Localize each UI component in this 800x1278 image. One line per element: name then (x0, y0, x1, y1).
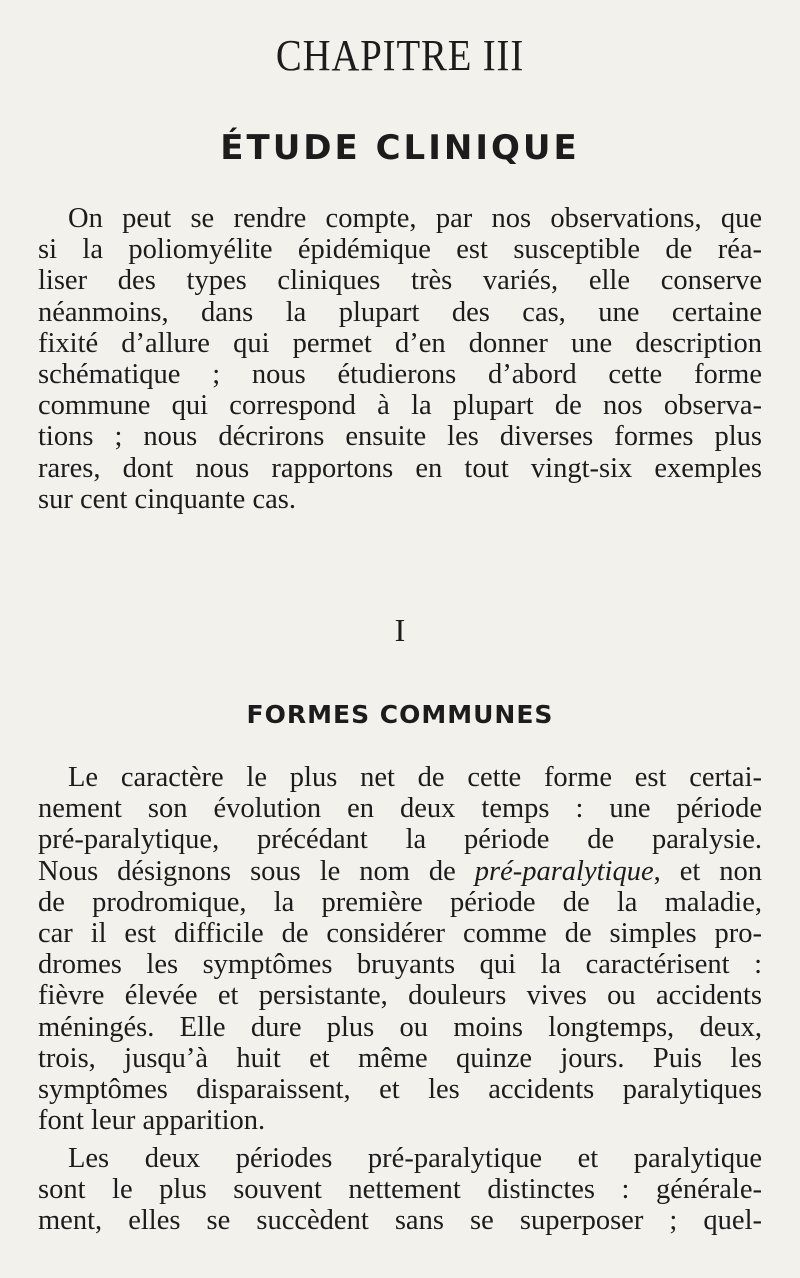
text-line: nement son évolution en deux temps : une période (38, 793, 762, 825)
italic-term: pré-paralytique (474, 855, 654, 887)
text-line: méningés. Elle dure plus ou moins longtemps, deux, (38, 1011, 762, 1043)
text-line (38, 856, 762, 887)
text-line: ment, elles se succèdent sans se superposer ; quel- (38, 1205, 762, 1237)
body-paragraph (38, 762, 762, 1136)
text-line: Les deux périodes pré-paralytique et paralytique (68, 1143, 762, 1174)
text-line: si la poliomyélite épidémique est susceptible de réa- (38, 234, 762, 266)
text-line: sont le plus souvent nettement distinctes : générale- (38, 1174, 762, 1206)
text-line: tions ; nous décrirons ensuite les diverses formes plus (38, 421, 762, 453)
section-title: FORMES COMMUNES (246, 700, 554, 729)
body-paragraph-2 (38, 1143, 762, 1237)
chapter-title: ÉTUDE CLINIQUE (220, 128, 580, 168)
section-number: I (394, 612, 406, 648)
text-line: Le caractère le plus net de cette forme est certai- (68, 762, 762, 793)
text-line: trois, jusqu’à huit et même quinze jours. Puis les (38, 1042, 762, 1074)
text-line: dromes les symptômes bruyants qui la caractérisent : (38, 949, 762, 981)
text-line: néanmoins, dans la plupart des cas, une certaine (38, 296, 762, 328)
text-line: rares, dont nous rapportons en tout vingt-six exemples (38, 452, 762, 484)
text-line: commune qui correspond à la plupart de nos observa- (38, 390, 762, 422)
text-line: On peut se rendre compte, par nos observations, que (68, 203, 762, 234)
text-line: sur cent cinquante cas. (38, 483, 296, 515)
text-line: fièvre élevée et persistante, douleurs vives ou accidents (38, 980, 762, 1012)
intro-paragraph (38, 203, 762, 515)
text-line: car il est difficile de considérer comme de simples pro- (38, 918, 762, 950)
chapter-heading: CHAPITRE III (275, 31, 525, 80)
text-line: font leur apparition. (38, 1105, 266, 1137)
text-line: fixité d’allure qui permet d’en donner une description (38, 327, 762, 359)
text-line: symptômes disparaissent, et les accidents paralytiques (38, 1074, 762, 1106)
text-line: pré-paralytique, précédant la période de paralysie. (38, 824, 762, 856)
text-fragment: Nous désignons sous le nom de (38, 855, 475, 887)
text-line: de prodromique, la première période de la maladie, (38, 886, 762, 918)
text-line: schématique ; nous étudierons d’abord cette forme (38, 359, 762, 391)
text-fragment: , et non (653, 855, 762, 887)
text-line: liser des types cliniques très variés, elle conserve (38, 265, 762, 297)
